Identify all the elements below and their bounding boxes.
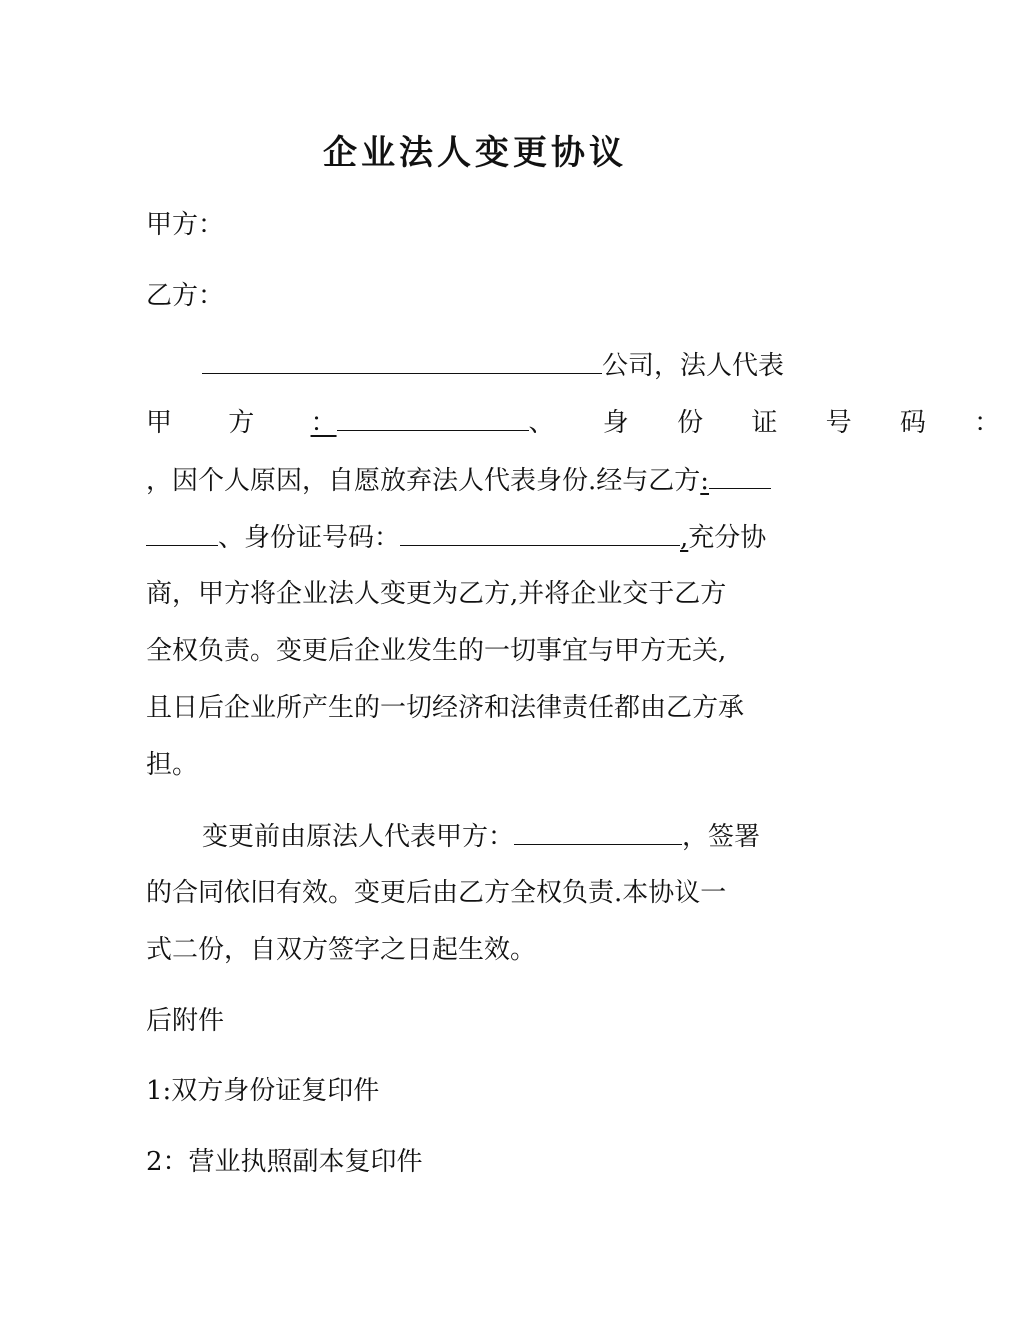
company-name-blank bbox=[202, 349, 602, 374]
attachment-item-2: 2：营业执照副本复印件 bbox=[146, 1147, 423, 1177]
p1-l1-text: 公司，法人代表 bbox=[602, 351, 785, 381]
p1-l2-colon: ： bbox=[310, 408, 337, 438]
p1-l2-part-a: 甲 方 bbox=[146, 408, 311, 438]
party-a-name-blank bbox=[337, 406, 529, 431]
paragraph-1-line-7: 且日后企业所产生的一切经济和法律责任都由乙方承 bbox=[146, 693, 745, 723]
party-b-name-blank-cont bbox=[146, 521, 218, 546]
p1-l4-comma: , bbox=[680, 523, 689, 553]
attachments-heading: 后附件 bbox=[146, 1006, 225, 1036]
attachment-item-1: 1:双方身份证复印件 bbox=[146, 1076, 380, 1106]
original-rep-blank bbox=[514, 820, 682, 845]
paragraph-1-line-4 bbox=[146, 521, 766, 554]
party-a-label: 甲方： bbox=[146, 210, 225, 240]
p2-l1-part-b: ，签署 bbox=[682, 822, 761, 852]
paragraph-1-line-5: 商，甲方将企业法人变更为乙方,并将企业交于乙方 bbox=[146, 579, 727, 609]
paragraph-2-line-1 bbox=[202, 820, 760, 853]
p1-l3-text: ，因个人原因，自愿放弃法人代表身份.经与乙方 bbox=[146, 466, 701, 496]
paragraph-1-line-6: 全权负责。变更后企业发生的一切事宜与甲方无关, bbox=[146, 636, 727, 666]
paragraph-2-line-2: 的合同依旧有效。变更后由乙方全权负责.本协议一 bbox=[146, 878, 727, 908]
p1-l3-colon: : bbox=[700, 466, 710, 496]
p2-l1-part-a: 变更前由原法人代表甲方： bbox=[202, 822, 515, 852]
p1-l4-part-b: 充分协 bbox=[688, 523, 767, 553]
p1-l4-part-a: 、身份证号码： bbox=[218, 523, 401, 553]
id-number-blank bbox=[400, 521, 680, 546]
party-b-name-blank bbox=[709, 464, 771, 489]
p1-l2-part-b: 、 身 份 证 号 码 ： bbox=[528, 408, 1020, 438]
paragraph-2-line-3: 式二份，自双方签字之日起生效。 bbox=[146, 935, 537, 965]
paragraph-1-line-1 bbox=[202, 349, 784, 382]
document-title: 企业法人变更协议 bbox=[323, 133, 627, 173]
paragraph-1-line-2 bbox=[146, 406, 1020, 439]
paragraph-1-line-8: 担。 bbox=[146, 750, 199, 780]
paragraph-1-line-3 bbox=[146, 464, 771, 497]
party-b-label: 乙方： bbox=[146, 281, 225, 311]
